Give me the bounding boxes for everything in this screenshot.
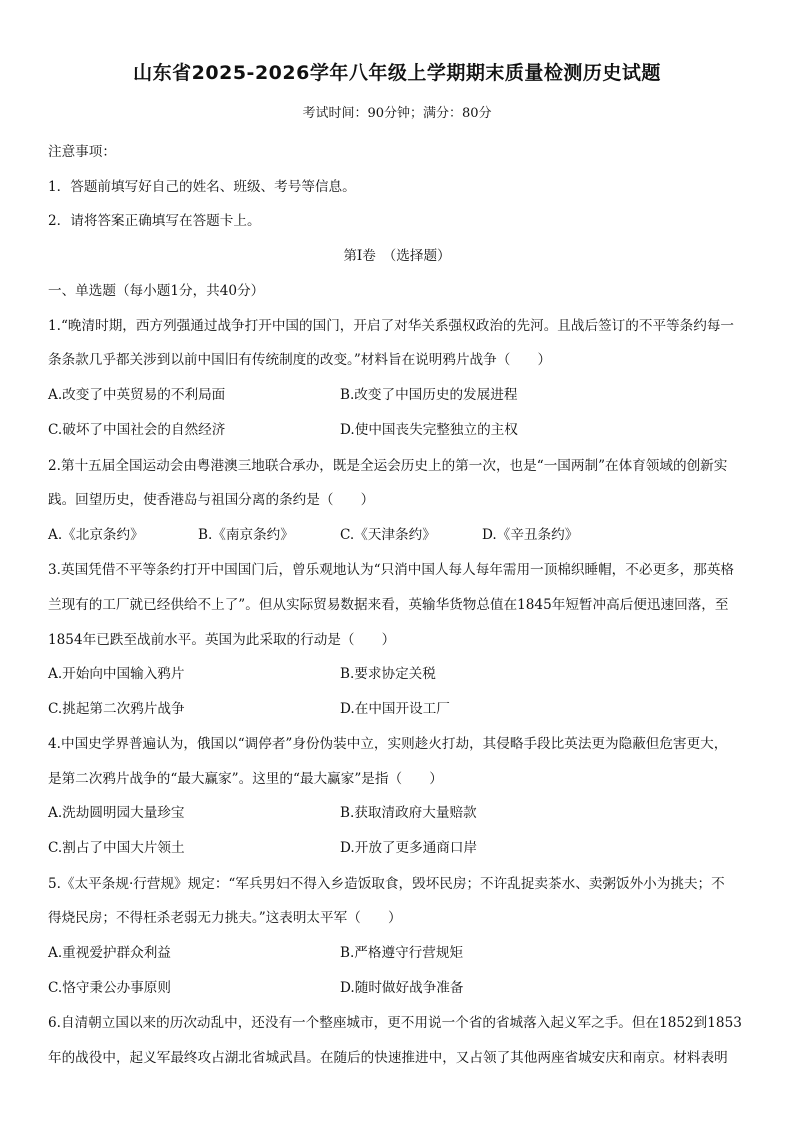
question-5-option-d[interactable]: D.随时做好战争准备: [340, 980, 464, 996]
question-1-option-d[interactable]: D.使中国丧失完整独立的主权: [340, 422, 518, 438]
question-6-stem-line: 6.自清朝立国以来的历次动乱中，还没有一个整座城市，更不用说一个省的省城落入起义军之手。但在1852到1853: [48, 1015, 742, 1031]
question-2-option-d[interactable]: D.《辛丑条约》: [482, 527, 579, 543]
notice-item: 2．请将答案正确填写在答题卡上。: [48, 213, 261, 229]
notice-heading: 注意事项：: [48, 144, 116, 160]
question-4-stem-line: 4.中国史学界普遍认为，俄国以“调停者”身份伪装中立，实则趁火打劫，其侵略手段比英法更为隐蔽但危害更大，: [48, 736, 728, 752]
question-1-option-c[interactable]: C.破坏了中国社会的自然经济: [48, 422, 226, 438]
question-5-option-b[interactable]: B.严格遵守行营规矩: [340, 945, 464, 961]
question-1-option-a[interactable]: A.改变了中英贸易的不利局面: [48, 387, 226, 403]
question-3-option-c[interactable]: C.挑起第二次鸦片战争: [48, 701, 185, 717]
question-5-option-c[interactable]: C.恪守秉公办事原则: [48, 980, 171, 996]
question-2-stem-line: 践。回望历史，使香港岛与祖国分离的条约是（ ）: [48, 492, 375, 508]
question-3-stem-line: 兰现有的工厂就已经供给不上了”。但从实际贸易数据来看，英输华货物总值在1845年短暂冲高后便迅速回落，至: [48, 597, 729, 613]
question-4-option-c[interactable]: C.割占了中国大片领土: [48, 840, 185, 856]
question-5-stem-line: 得烧民房；不得枉杀老弱无力挑夫。”这表明太平军（ ）: [48, 910, 402, 926]
question-3-option-d[interactable]: D.在中国开设工厂: [340, 701, 450, 717]
section-heading: 一、单选题（每小题1分，共40分）: [48, 283, 265, 299]
question-4-option-a[interactable]: A.洗劫圆明园大量珍宝: [48, 805, 185, 821]
question-4-option-b[interactable]: B.获取清政府大量赔款: [340, 805, 477, 821]
question-3-stem-line: 3.英国凭借不平等条约打开中国国门后，曾乐观地认为“只消中国人每人每年需用一顶棉织睡帽，不必更多，那英格: [48, 562, 735, 578]
notice-item: 1．答题前填写好自己的姓名、班级、考号等信息。: [48, 179, 356, 195]
page-title: 山东省2025-2026学年八年级上学期期末质量检测历史试题: [133, 62, 661, 84]
question-3-stem-line: 1854年已跌至战前水平。英国为此采取的行动是（ ）: [48, 632, 396, 648]
question-1-stem-line: 1.“晚清时期，西方列强通过战争打开中国的国门，开启了对华关系强权政治的先河。且战后签订的不平等条约每一: [48, 318, 735, 334]
question-5-option-a[interactable]: A.重视爱护群众利益: [48, 945, 171, 961]
question-1-option-b[interactable]: B.改变了中国历史的发展进程: [340, 387, 518, 403]
question-6-stem-line: 年的战役中，起义军最终攻占湖北省城武昌。在随后的快速推进中，又占领了其他两座省城安庆和南京。材料表明: [48, 1050, 728, 1066]
question-3-option-b[interactable]: B.要求协定关税: [340, 666, 436, 682]
question-2-option-b[interactable]: B.《南京条约》: [198, 527, 294, 543]
question-2-option-a[interactable]: A.《北京条约》: [48, 527, 144, 543]
volume-heading: 第I卷 （选择题）: [343, 248, 451, 264]
question-4-stem-line: 是第二次鸦片战争的“最大赢家”。这里的“最大赢家”是指（ ）: [48, 771, 443, 787]
question-2-stem-line: 2.第十五届全国运动会由粤港澳三地联合承办，既是全运会历史上的第一次，也是“一国两制”在体育领域的创新实: [48, 458, 728, 474]
question-3-option-a[interactable]: A.开始向中国输入鸦片: [48, 666, 185, 682]
question-4-option-d[interactable]: D.开放了更多通商口岸: [340, 840, 478, 856]
question-1-stem-line: 条条款几乎都关涉到以前中国旧有传统制度的改变。”材料旨在说明鸦片战争（ ）: [48, 352, 552, 368]
question-5-stem-line: 5.《太平条规·行营规》规定：“军兵男妇不得入乡造饭取食，毁坏民房；不许乱捉卖茶水、卖粥饭外小为挑夫；不: [48, 876, 725, 892]
question-2-option-c[interactable]: C.《天津条约》: [340, 527, 436, 543]
exam-info: 考试时间：90分钟；满分：80分: [302, 106, 492, 121]
